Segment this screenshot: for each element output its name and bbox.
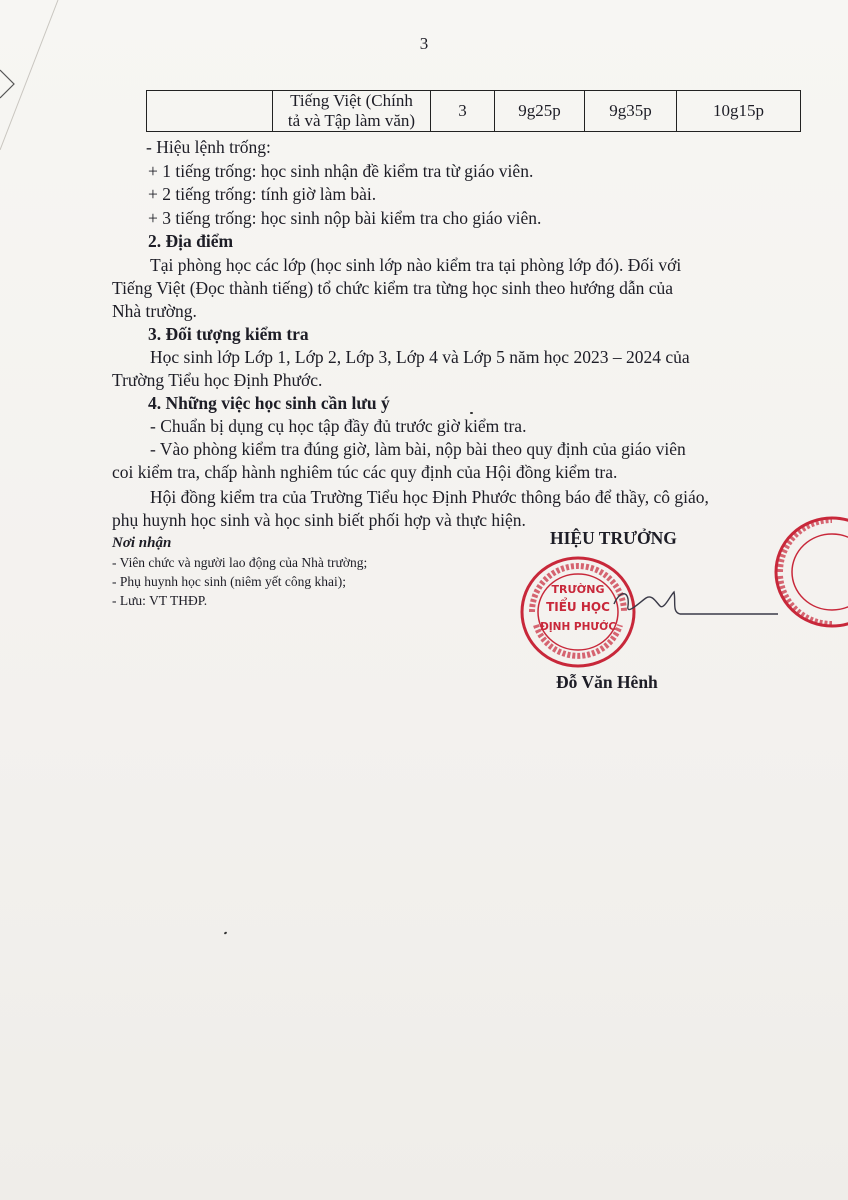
svg-text:ĐỊNH PHƯỚC: ĐỊNH PHƯỚC [539, 621, 617, 633]
paragraph-line: - Vào phòng kiểm tra đúng giờ, làm bài, nộp bài theo quy định của giáo viên [150, 439, 686, 459]
drum-signal-item: + 2 tiếng trống: tính giờ làm bài. [148, 184, 377, 204]
closing-line: phụ huynh học sinh và học sinh biết phối hợp và thực hiện. [112, 510, 526, 530]
svg-text:TIỂU HỌC: TIỂU HỌC [546, 600, 610, 614]
drum-signal-item: + 1 tiếng trống: học sinh nhận đề kiểm tra từ giáo viên. [148, 161, 534, 181]
table-cell-empty [147, 91, 273, 132]
scan-speck [470, 412, 473, 414]
paragraph-line: Học sinh lớp Lớp 1, Lớp 2, Lớp 3, Lớp 4 và Lớp 5 năm học 2023 – 2024 của [150, 347, 690, 367]
subject-line-1: Tiếng Việt (Chính [290, 91, 413, 110]
drum-signal-item: + 3 tiếng trống: học sinh nộp bài kiểm tra cho giáo viên. [148, 208, 542, 228]
table-cell-start-time: 9g25p [495, 91, 585, 132]
signature-mark [600, 572, 780, 632]
recipients-heading: Nơi nhận [112, 535, 172, 551]
closing-line: Hội đồng kiểm tra của Trường Tiểu học Định Phước thông báo để thầy, cô giáo, [150, 487, 709, 507]
signer-name: Đỗ Văn Hênh [556, 672, 658, 692]
svg-text:TRƯỜNG: TRƯỜNG [551, 583, 605, 596]
paragraph-line: coi kiểm tra, chấp hành nghiêm túc các quy định của Hội đồng kiểm tra. [112, 462, 618, 482]
exam-schedule-table [146, 90, 801, 132]
recipient-item: - Viên chức và người lao động của Nhà trường; [112, 555, 368, 570]
table-cell-end-time: 10g15p [677, 91, 801, 132]
secondary-seal-icon [770, 512, 848, 632]
drum-signals-title: - Hiệu lệnh trống: [146, 137, 271, 157]
paragraph-line: Trường Tiểu học Định Phước. [112, 370, 323, 390]
paragraph-line: Nhà trường. [112, 301, 197, 321]
recipient-item: - Phụ huynh học sinh (niêm yết công khai); [112, 574, 346, 589]
section-heading: 2. Địa điểm [148, 231, 234, 251]
page-number: 3 [419, 34, 429, 53]
paragraph-line: - Chuẩn bị dụng cụ học tập đầy đủ trước giờ kiểm tra. [150, 416, 527, 436]
table-cell-subject [273, 91, 431, 132]
scan-speck [224, 931, 228, 934]
section-heading: 4. Những việc học sinh cần lưu ý [148, 393, 390, 413]
recipient-item: - Lưu: VT THĐP. [112, 593, 208, 608]
subject-line-2: tả và Tập làm văn) [287, 111, 416, 130]
page-fold-mark [0, 0, 60, 150]
table-cell-time: 9g35p [585, 91, 677, 132]
table-cell-grade: 3 [431, 91, 495, 132]
recipients-block [112, 534, 367, 610]
signer-title: HIỆU TRƯỞNG [550, 528, 677, 548]
table-row [147, 91, 801, 132]
section-heading: 3. Đối tượng kiểm tra [148, 324, 309, 344]
paragraph-line: Tại phòng học các lớp (học sinh lớp nào kiểm tra tại phòng lớp đó). Đối với [150, 255, 682, 275]
paragraph-line: Tiếng Việt (Đọc thành tiếng) tổ chức kiểm tra từng học sinh theo hướng dẫn của [112, 278, 674, 298]
